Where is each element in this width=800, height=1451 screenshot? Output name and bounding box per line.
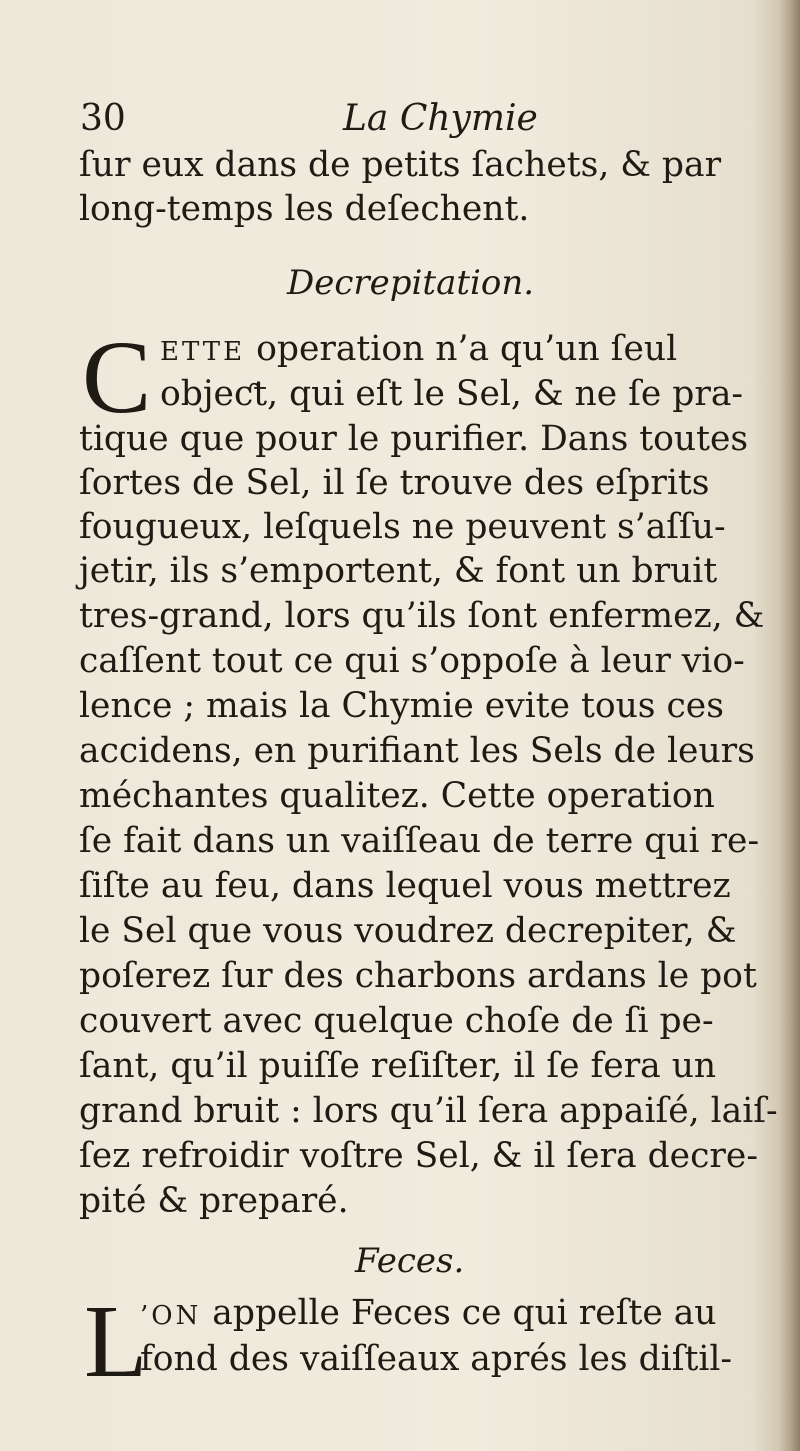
text-line: tres-grand, lors qu’ils ſont enfermez, & (79, 596, 765, 636)
text-line: grand bruit : lors qu’il ſera appaiſé, laiſ- (79, 1091, 778, 1131)
text-fragment: appelle Feces ce qui reſte au (201, 1293, 717, 1333)
text-line: méchantes qualitez. Cette operation (79, 776, 715, 816)
text-line (140, 1292, 717, 1337)
text-line: fougueux, leſquels ne peuvent s’aſſu- (79, 507, 726, 547)
drop-cap-c: C (82, 320, 152, 435)
text-line: ſant, qu’il puiſſe reſiſter, il ſe fera un (79, 1046, 717, 1086)
section-heading-feces: Feces. (355, 1241, 465, 1281)
first-word-caps: ’ON (140, 1301, 202, 1331)
text-line: ſez refroidir voſtre Sel, & il ſera decre- (79, 1136, 758, 1176)
text-line: fond des vaiſſeaux aprés les diſtil- (140, 1339, 733, 1379)
text-line: ſur eux dans de petits ſachets, & par (79, 145, 722, 185)
text-line: pité & preparé. (79, 1181, 349, 1221)
text-line: poſerez ſur des charbons ardans le pot (79, 956, 757, 996)
running-title: La Chymie (343, 98, 538, 139)
text-line: lence ; mais la Chymie evite tous ces (79, 686, 724, 726)
text-fragment: operation n’a qu’un ſeul (245, 329, 678, 369)
page-header (80, 98, 760, 148)
text-line: ſiſte au feu, dans lequel vous mettrez (79, 866, 731, 906)
section-heading-decrepitation: Decrepitation. (287, 263, 535, 303)
page-number: 30 (80, 98, 126, 139)
text-line: accidens, en purifiant les Sels de leurs (79, 731, 755, 771)
text-line: jetir, ils s’emportent, & font un bruit (79, 551, 718, 591)
text-line: ſe fait dans un vaiſſeau de terre qui re- (79, 821, 760, 861)
first-word-caps: ETTE (160, 337, 246, 367)
text-line: tique que pour le purifier. Dans toutes (79, 419, 749, 459)
text-line: couvert avec quelque choſe de ſi pe- (79, 1001, 714, 1041)
text-line: caſſent tout ce qui s’oppoſe à leur vio- (79, 641, 745, 681)
text-line (160, 328, 677, 373)
text-line: ſortes de Sel, il ſe trouve des eſprits (79, 463, 710, 503)
text-line: le Sel que vous voudrez decrepiter, & (79, 911, 737, 951)
text-line: objeƈt, qui eſt le Sel, & ne ſe pra- (160, 374, 744, 414)
page-gutter-shadow (778, 0, 800, 1451)
text-line: long-temps les deſechent. (79, 189, 530, 229)
drop-cap-l: L (84, 1284, 148, 1399)
